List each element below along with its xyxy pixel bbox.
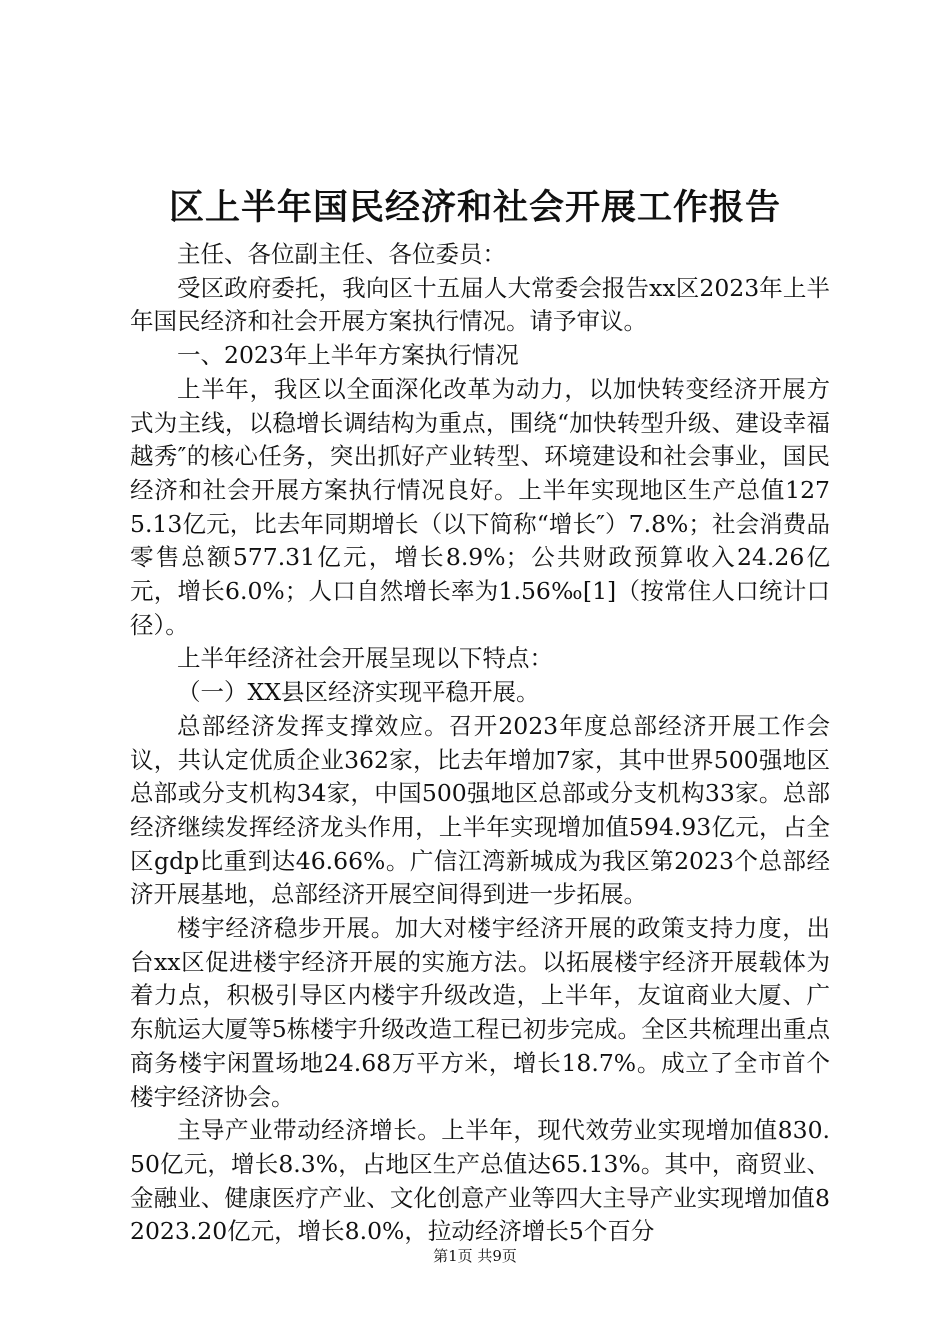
document-body: [130, 238, 830, 1249]
salutation-paragraph: 主任、各位副主任、各位委员：: [177, 240, 506, 268]
section-heading-1: 一、2023年上半年方案执行情况: [177, 341, 519, 370]
building-economy-paragraph: 楼宇经济稳步开展。加大对楼宇经济开展的政策支持力度，出台xx区促进楼宇经济开展的实施方法。以拓展楼宇经济开展载体为着力点，积极引导区内楼宇升级改造，上半年，友谊商业大厦、广东航运大厦等5栋楼宇升级改造工程已初步完成。全区共梳理出重点商务楼宇闲置场地24.68万平方米，增长18.7%。成立了全市首个楼宇经济协会。: [130, 914, 830, 1111]
headquarters-economy-paragraph: 总部经济发挥支撑效应。召开2023年度总部经济开展工作会议，共认定优质企业362家，比去年增加7家，其中世界500强地区总部或分支机构34家，中国500强地区总部或分支机构33家。总部经济继续发挥经济龙头作用，上半年实现增加值594.93亿元，占全区gdp比重到达46.66%。广信江湾新城成为我区第2023个总部经济开展基地，总部经济开展空间得到进一步拓展。: [130, 711, 830, 909]
overview-paragraph: 上半年，我区以全面深化改革为动力，以加快转变经济开展方式为主线，以稳增长调结构为重点，围绕“加快转型升级、建设幸福越秀″的核心任务，突出抓好产业转型、环境建设和社会事业，国民经济和社会开展方案执行情况良好。上半年实现地区生产总值1275.13亿元，比去年同期增长（以下简称“增长″）7.8%；社会消费品零售总额577.31亿元，增长8.9%；公共财政预算收入24.26亿元，增长6.0%；人口自然增长率为1.56‰[1]（按常住人口统计口径）。: [130, 374, 830, 639]
document-title: 区上半年国民经济和社会开展工作报告: [168, 187, 781, 228]
page-number-footer: 第1页 共9页: [433, 1247, 517, 1265]
intro-paragraph: 受区政府委托，我向区十五届人大常委会报告xx区2023年上半年国民经济和社会开展方案执行情况。请予审议。: [130, 273, 830, 336]
leading-industry-paragraph: 主导产业带动经济增长。上半年，现代效劳业实现增加值830.50亿元，增长8.3%，占地区生产总值达65.13%。其中，商贸业、金融业、健康医疗产业、文化创意产业等四大主导产业实现增加值82023.20亿元，增长8.0%，拉动经济增长5个百分: [130, 1116, 830, 1246]
subsection-heading-1: （一）XX县区经济实现平稳开展。: [177, 678, 540, 707]
features-lead-paragraph: 上半年经济社会开展呈现以下特点：: [177, 644, 553, 673]
